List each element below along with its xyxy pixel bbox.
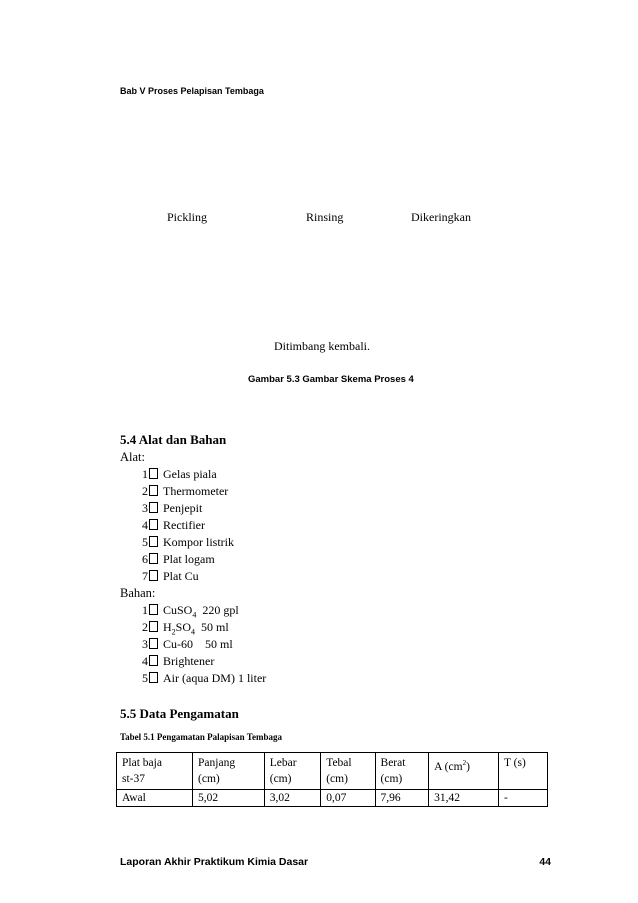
alat-item: 3 Penjepit xyxy=(142,501,203,515)
table-header-row xyxy=(117,753,548,790)
table-cell: 0,07 xyxy=(321,790,375,807)
figure-caption: Gambar 5.3 Gambar Skema Proses 4 xyxy=(248,374,414,385)
table-header-cell: T (s) xyxy=(498,753,547,790)
alat-item: 1 Gelas piala xyxy=(142,467,217,481)
bahan-label: Bahan: xyxy=(120,586,156,600)
missing-glyph-icon xyxy=(149,621,158,632)
page-number: 44 xyxy=(539,856,551,868)
missing-glyph-icon xyxy=(149,553,158,564)
missing-glyph-icon xyxy=(149,638,158,649)
diagram-step-ditimbang: Ditimbang kembali. xyxy=(274,339,370,353)
section-title-alat-bahan: 5.4 Alat dan Bahan xyxy=(120,432,227,447)
missing-glyph-icon xyxy=(149,502,158,513)
table-caption: Tabel 5.1 Pengamatan Palapisan Tembaga xyxy=(120,732,282,742)
table-header-cell: Panjang (cm) xyxy=(193,753,265,790)
table-header-cell: Tebal (cm) xyxy=(321,753,375,790)
table-header-cell: Berat (cm) xyxy=(375,753,429,790)
missing-glyph-icon xyxy=(149,604,158,615)
bahan-item: 5 Air (aqua DM) 1 liter xyxy=(142,671,267,685)
table-cell: 31,42 xyxy=(429,790,499,807)
alat-item: 2 Thermometer xyxy=(142,484,229,498)
page-header: Bab V Proses Pelapisan Tembaga xyxy=(120,86,264,96)
missing-glyph-icon xyxy=(149,672,158,683)
missing-glyph-icon xyxy=(149,536,158,547)
observation-table xyxy=(116,752,548,807)
alat-item: 7 Plat Cu xyxy=(142,569,199,583)
bahan-item: 3 Cu-60 50 ml xyxy=(142,637,233,651)
table-cell: - xyxy=(498,790,547,807)
table-cell: 3,02 xyxy=(264,790,320,807)
table-header-cell: Plat baja st-37 xyxy=(117,753,193,790)
table-cell: 5,02 xyxy=(193,790,265,807)
diagram-step-rinsing: Rinsing xyxy=(306,210,344,224)
bahan-item: 4 Brightener xyxy=(142,654,215,668)
section-title-data-pengamatan: 5.5 Data Pengamatan xyxy=(120,706,239,721)
alat-label: Alat: xyxy=(120,450,145,464)
table-row xyxy=(117,790,548,807)
missing-glyph-icon xyxy=(149,570,158,581)
alat-item: 5 Kompor listrik xyxy=(142,535,234,549)
diagram-step-pickling: Pickling xyxy=(167,210,208,224)
table-cell: 7,96 xyxy=(375,790,429,807)
bahan-item: 2 $H_2SO_4$ 50 ml xyxy=(142,620,229,637)
missing-glyph-icon xyxy=(149,655,158,666)
missing-glyph-icon xyxy=(149,485,158,496)
alat-item: 4 Rectifier xyxy=(142,518,205,532)
missing-glyph-icon xyxy=(149,468,158,479)
page-footer: Laporan Akhir Praktikum Kimia Dasar xyxy=(120,856,309,868)
table-cell: Awal xyxy=(117,790,193,807)
alat-item: 6 Plat logam xyxy=(142,552,215,566)
diagram-step-dikeringkan: Dikeringkan xyxy=(411,210,471,224)
table-header-cell: A $(cm^2)$ xyxy=(429,753,499,790)
missing-glyph-icon xyxy=(149,519,158,530)
table-header-cell: Lebar (cm) xyxy=(264,753,320,790)
bahan-item: 1 CuSO$_4$ 220 gpl xyxy=(142,603,239,620)
